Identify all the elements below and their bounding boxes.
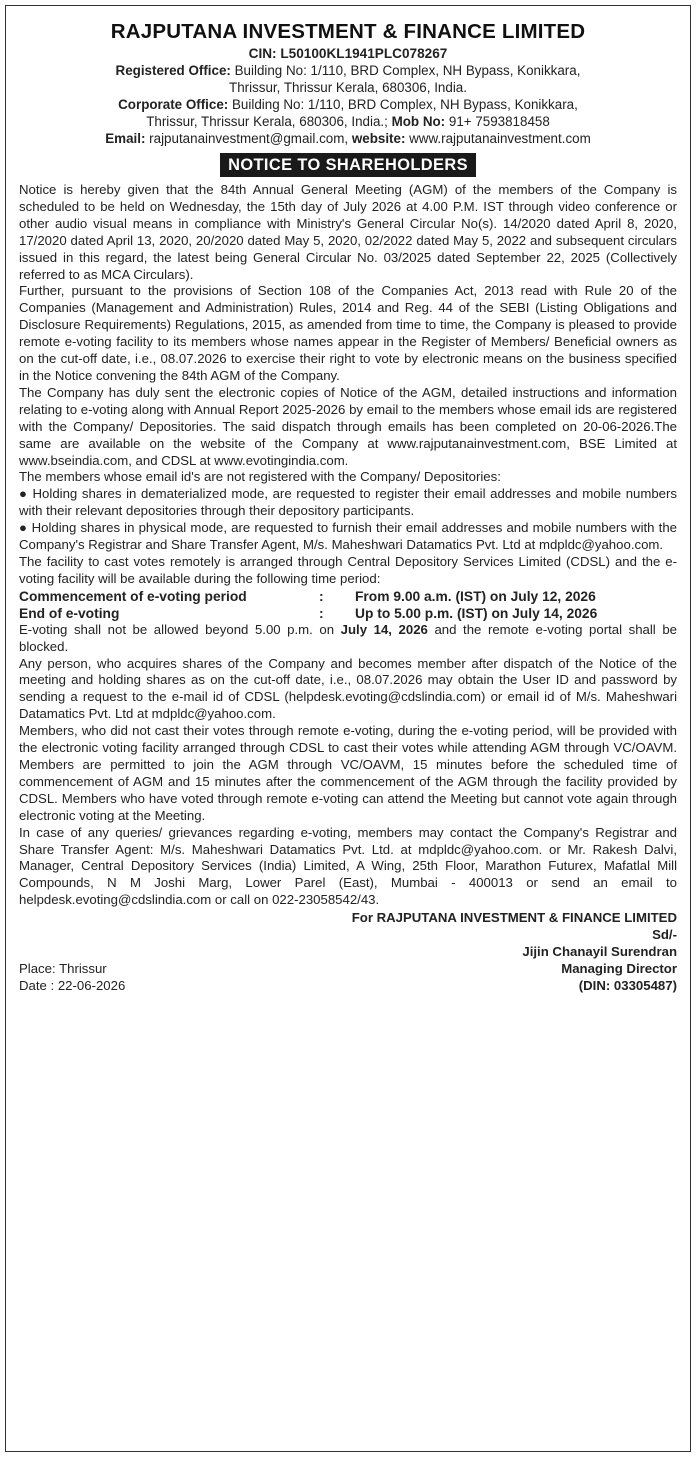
evoting-cutoff-text-b: and the remote e-voting portal shall be blocked. (19, 621, 677, 654)
registered-office-line1: Building No: 1/110, BRD Complex, NH Bypass, Konikkara, (234, 63, 581, 78)
signature-sd: Sd/- (652, 927, 677, 943)
new-members-paragraph: Any person, who acquires shares of the Company and becomes member after dispatch of the Notice of the meeting and holding shares as on the cut-off date, i.e., 08.07.2026 may obtain the User ID and password by sending a request to the e-mail id of CDSL (helpdesk.evoting@cdslindia.com) or email id of M/s. Maheshwari Datamatics Pvt. Ltd at mdpldc@yahoo.com. (19, 655, 677, 722)
evoting-end-row (19, 605, 677, 622)
corporate-office-label: Corporate Office: (118, 97, 229, 112)
evoting-end-value: Up to 5.00 p.m. (IST) on July 14, 2026 (355, 605, 598, 621)
evoting-end-label: End of e-voting (19, 605, 120, 621)
voting-facility-paragraph: The facility to cast votes remotely is arranged through Central Depository Services Limited (CDSL) and the e-voting facility will be available during the following time period: (19, 553, 677, 586)
evoting-end-colon: : (319, 605, 324, 621)
evoting-start-row (19, 588, 677, 605)
evoting-cutoff-paragraph (19, 622, 677, 656)
shareholder-notice (5, 5, 691, 1452)
registered-office (19, 62, 677, 96)
physical-bullet: ● Holding shares in physical mode, are requested to furnish their email addresses and mobile numbers with the Company's Registrar and Share Transfer Agent, M/s. Maheshwari Datamatics Pvt. Ltd at mdpldc@yahoo.com. (19, 520, 677, 553)
website-url: www.rajputanainvestment.com (409, 131, 591, 146)
registered-office-line2: Thrissur, Thrissur Kerala, 680306, India. (229, 80, 467, 95)
evoting-cutoff-date: July 14, 2026 (340, 621, 428, 637)
signatory-din: (DIN: 03305487) (578, 978, 677, 994)
dispatch-paragraph: The Company has duly sent the electronic copies of Notice of the AGM, detailed instructions and information relating to e-voting along with Annual Report 2025-2026 by email to the members whose email ids are registered with the Company/ Depositories. The said dispatch through emails has been completed on 20-06-2026.The same are available on the website of the Company at www.rajputanainvestment.com, BSE Limited at www.bseindia.com, and CDSL at www.evotingindia.com. (19, 384, 677, 468)
company-name: RAJPUTANA INVESTMENT & FINANCE LIMITED (110, 20, 586, 43)
evoting-cutoff-text-a: E-voting shall not be allowed beyond 5.00 p.m. on (19, 621, 341, 637)
evoting-start-value: From 9.00 a.m. (IST) on July 12, 2026 (355, 588, 596, 604)
signature-block (19, 909, 677, 994)
cin-number: CIN: L50100KL1941PLC078267 (248, 46, 448, 61)
signatory-designation-row (19, 960, 677, 977)
unregistered-members-paragraph: The members whose email id's are not registered with the Company/ Depositories: (19, 469, 501, 485)
signature-for-company: For RAJPUTANA INVESTMENT & FINANCE LIMITED (351, 910, 677, 926)
corporate-office-line2: Thrissur, Thrissur Kerala, 680306, India.; (146, 114, 388, 129)
place-text: Place: Thrissur (19, 961, 107, 977)
corporate-office-line1: Building No: 1/110, BRD Complex, NH Bypass, Konikkara, (232, 97, 578, 112)
contact-line (19, 130, 677, 147)
demat-bullet: ● Holding shares in dematerialized mode, are requested to register their email addresses and mobile numbers with their relevant depositories through their depository participants. (19, 486, 677, 519)
agm-notice-paragraph: Notice is hereby given that the 84th Annual General Meeting (AGM) of the members of the Company is scheduled to be held on Wednesday, the 15th day of July 2026 at 4.00 P.M. IST through video conference or other audio visual means in compliance with Ministry's General Circular No(s). 14/2020 dated April 8, 2020, 17/2020 dated April 13, 2020, 20/2020 dated May 5, 2020, 02/2022 dated May 5, 2022 and subsequent circulars issued in this regard, the latest being General Circular No. 03/2025 dated September 22, 2025 (Collectively referred to as MCA Circulars). (19, 182, 677, 282)
signatory-din-row (19, 977, 677, 994)
notice-banner-wrap (19, 153, 677, 177)
evoting-start-colon: : (319, 588, 324, 604)
signatory-name: Jijin Chanayil Surendran (522, 944, 677, 960)
registered-office-label: Registered Office: (115, 63, 231, 78)
corporate-office (19, 96, 677, 130)
remote-evoting-paragraph: Further, pursuant to the provisions of Section 108 of the Companies Act, 2013 read with Rule 20 of the Companies (Management and Administration) Rules, 2014 and Reg. 44 of the SEBI (Listing Obligations and Disclosure Requirements) Regulations, 2015, as amended from time to time, the Company is pleased to provide remote e-voting facility to its members whose names appear in the Register of Members/ Beneficial owners as on the cut-off date, i.e., 08.07.2026 to exercise their right to vote by electronic means on the business specified in the Notice convening the 84th AGM of the Company. (19, 283, 677, 383)
queries-paragraph: In case of any queries/ grievances regarding e-voting, members may contact the Company's Registrar and Share Transfer Agent: M/s. Maheshwari Datamatics Pvt. Ltd. at mdpldc@yahoo.com. or Mr. Rakesh Dalvi, Manager, Central Depository Services (India) Limited, A Wing, 25th Floor, Marathon Futurex, Mafatlal Mill Compounds, N M Joshi Marg, Lower Parel (East), Mumbai - 400013 or send an email to helpdesk.evoting@cdslindia.com or call on 022-23058542/43. (19, 824, 677, 908)
notice-banner: NOTICE TO SHAREHOLDERS (220, 153, 476, 177)
website-label: website: (351, 131, 406, 146)
signatory-designation: Managing Director (561, 961, 677, 977)
mobile-label: Mob No: (391, 114, 446, 129)
email-address: rajputanainvestment@gmail.com, (149, 131, 349, 146)
evoting-start-label: Commencement of e-voting period (19, 588, 247, 604)
agm-voting-paragraph: Members, who did not cast their votes through remote e-voting, during the e-voting period, will be provided with the electronic voting facility arranged through CDSL to cast their votes while attending AGM through VC/OAVM. Members are permitted to join the AGM through VC/OAVM, 15 minutes before the scheduled time of commencement of AGM and 15 minutes after the commencement of the AGM through the facility provided by CDSL. Members who have voted through remote e-voting can attend the Meeting but cannot vote again through electronic voting at the Meeting. (19, 723, 677, 823)
date-text: Date : 22-06-2026 (19, 978, 126, 994)
email-label: Email: (105, 131, 146, 146)
mobile-number: 91+ 7593818458 (448, 114, 550, 129)
